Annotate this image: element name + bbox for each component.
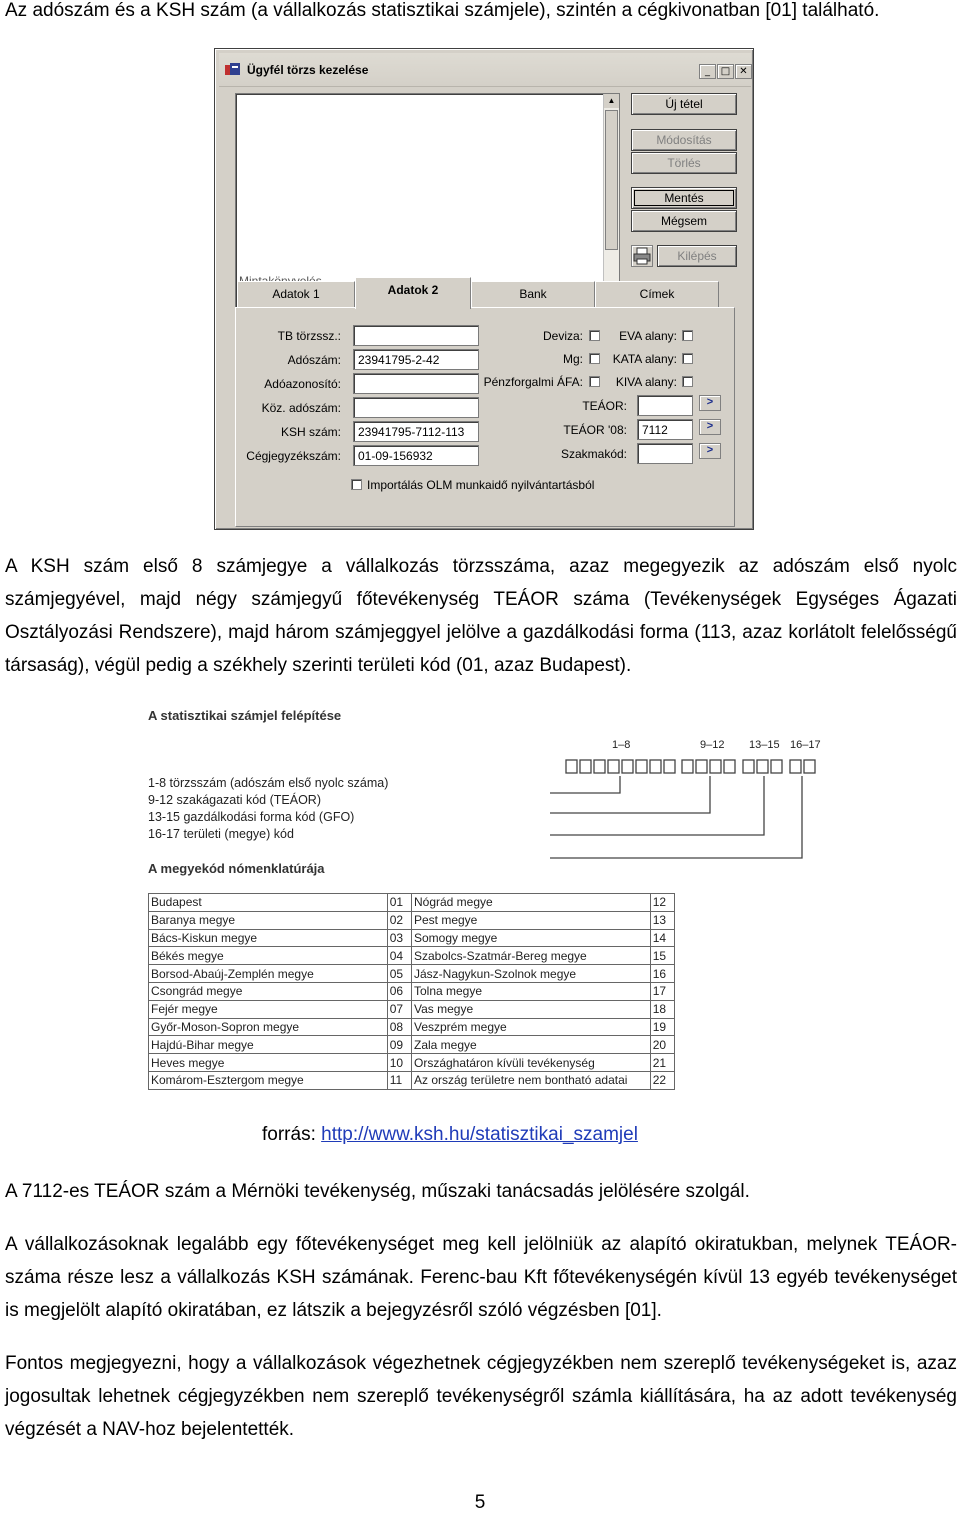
koz-adoszam-input[interactable] <box>353 397 479 418</box>
teaor-label: TEÁOR: <box>582 399 627 413</box>
county-name-cell: Komárom-Esztergom megye <box>149 1071 388 1089</box>
table-row <box>149 947 675 965</box>
county-code-cell: 20 <box>650 1036 674 1054</box>
intro-text: Az adószám és a KSH szám (a vállalkozás statisztikai számjele), szintén a cégkivonatban [01] található. <box>5 0 880 21</box>
county-name-cell: Borsod-Abaúj-Zemplén megye <box>149 965 388 983</box>
legend-9-12: 9-12 szakágazati kód (TEÁOR) <box>148 793 321 807</box>
digit-boxes-16-17 <box>790 760 815 773</box>
window-title: Ügyfél törzs kezelése <box>247 63 369 77</box>
county-code-cell: 06 <box>387 982 411 1000</box>
county-name-cell: Csongrád megye <box>149 982 388 1000</box>
county-code-cell: 21 <box>650 1054 674 1072</box>
county-code-cell: 16 <box>650 965 674 983</box>
teaor-lookup-button[interactable]: > <box>699 395 721 411</box>
table-row <box>149 1018 675 1036</box>
deviza-label: Deviza: <box>542 329 583 343</box>
szakmakod-label: Szakmakód: <box>560 447 627 461</box>
source-link[interactable]: http://www.ksh.hu/statisztikai_szamjel <box>321 1124 638 1145</box>
county-name-cell: Nógrád megye <box>411 894 650 912</box>
adoazonosito-label: Adóazonosító: <box>264 377 341 391</box>
county-code-cell: 05 <box>387 965 411 983</box>
table-row <box>149 1036 675 1054</box>
county-code-cell: 13 <box>650 911 674 929</box>
county-name-cell: Győr-Moson-Sopron megye <box>149 1018 388 1036</box>
legend-13-15: 13-15 gazdálkodási forma kód (GFO) <box>148 810 355 824</box>
kiva-alany-label: KIVA alany: <box>615 375 677 389</box>
table-row <box>149 894 675 912</box>
szakmakod-lookup-button[interactable]: > <box>699 443 721 459</box>
table-row <box>149 965 675 983</box>
scroll-up-icon[interactable]: ▲ <box>604 94 619 108</box>
table-row <box>149 911 675 929</box>
ksh-szam-label: KSH szám: <box>280 425 341 439</box>
connector-1-8 <box>550 776 620 793</box>
tb-torzsszam-label: TB törzssz.: <box>277 329 341 343</box>
county-code-cell: 04 <box>387 947 411 965</box>
county-name-cell: Zala megye <box>411 1036 650 1054</box>
county-name-cell: Fejér megye <box>149 1000 388 1018</box>
tab-adatok-2[interactable]: Adatok 2 <box>355 277 471 309</box>
source-line <box>262 1124 638 1146</box>
delete-button[interactable]: Törlés <box>631 152 737 174</box>
county-code-cell: 10 <box>387 1054 411 1072</box>
table-row <box>149 1071 675 1089</box>
county-name-cell: Heves megye <box>149 1054 388 1072</box>
exit-button[interactable]: Kilépés <box>657 245 737 267</box>
county-code-cell: 03 <box>387 929 411 947</box>
tab-adatok-1[interactable]: Adatok 1 <box>237 281 355 307</box>
modify-button[interactable]: Módosítás <box>631 129 737 151</box>
adoazonosito-input[interactable] <box>353 373 479 394</box>
county-code-cell: 19 <box>650 1018 674 1036</box>
cegjegyzekszam-label: Cégjegyzékszám: <box>246 449 341 463</box>
county-name-cell: Tolna megye <box>411 982 650 1000</box>
adoszam-label: Adószám: <box>287 353 341 367</box>
page-number: 5 <box>474 1492 486 1513</box>
county-name-cell: Bács-Kiskun megye <box>149 929 388 947</box>
paragraph-main-activity: A vállalkozásoknak legalább egy főtevékenységet meg kell jelölniük az alapító okiratukban, melynek TEÁOR-száma része lesz a vállalkozás KSH számának. Ferenc-bau Kft főtevékenységén kívül 13 egyéb tevékenységet is megjelölt alapító okiratában, ez látszik a bejegyzésről szóló végzésben [01]. <box>5 1234 957 1321</box>
teaor08-input[interactable]: 7112 <box>637 419 693 440</box>
client-master-window <box>214 48 754 530</box>
paragraph-ksh-structure: A KSH szám első 8 számjegye a vállalkozás törzsszáma, azaz megegyezik az adószám első nyolc számjegyével, majd négy számjegyű főtevékenység TEÁOR száma (Tevékenységek Egységes Ágazati Osztályozási Rendszere), majd három számjeggyel jelölve a gazdálkodási forma (113, azaz korlátolt felelősségű társaság), végül pedig a székhely szerinti területi kód (01, azaz Budapest). <box>5 556 957 676</box>
ksh-szam-input[interactable]: 23941795-7112-113 <box>353 421 479 442</box>
table-row <box>149 1054 675 1072</box>
minimize-button[interactable]: _ <box>699 64 716 79</box>
kiva-alany-checkbox[interactable] <box>682 376 693 387</box>
koz-adoszam-label: Köz. adószám: <box>261 401 341 415</box>
group-label-16-17: 16–17 <box>790 739 821 751</box>
nomenclature-heading: A megyekód nómenklatúrája <box>148 861 325 876</box>
county-code-cell: 09 <box>387 1036 411 1054</box>
county-name-cell: Pest megye <box>411 911 650 929</box>
mg-label: Mg: <box>562 352 583 366</box>
county-code-cell: 01 <box>387 894 411 912</box>
connector-13-15 <box>550 776 764 835</box>
paragraph-note: Fontos megjegyezni, hogy a vállalkozások végezhetnek cégjegyzékben nem szereplő tevékenységeket is, azaz jogosultak lehetnek cégjegyzékben nem szereplő tevékenységről számla kiállítására, ha az adott tevékenység végzését a NAV-hoz bejelentették. <box>5 1353 957 1440</box>
legend-1-8: 1-8 törzsszám (adószám első nyolc száma) <box>148 776 389 790</box>
window-titlebar <box>219 53 751 87</box>
county-name-cell: Békés megye <box>149 947 388 965</box>
table-row <box>149 929 675 947</box>
county-name-cell: Veszprém megye <box>411 1018 650 1036</box>
digit-boxes-1-8 <box>566 760 675 773</box>
county-name-cell: Jász-Nagykun-Szolnok megye <box>411 965 650 983</box>
kata-alany-label: KATA alany: <box>612 352 677 366</box>
eva-alany-label: EVA alany: <box>619 329 677 343</box>
teaor08-lookup-button[interactable]: > <box>699 419 721 435</box>
kata-alany-checkbox[interactable] <box>682 353 693 364</box>
county-name-cell: Országhatáron kívüli tevékenység <box>411 1054 650 1072</box>
import-olm-checkbox[interactable] <box>351 479 362 490</box>
app-icon <box>225 63 241 77</box>
legend-16-17: 16-17 területi (megye) kód <box>148 827 294 841</box>
adoszam-input[interactable]: 23941795-2-42 <box>353 349 479 370</box>
table-row <box>149 1000 675 1018</box>
connector-9-12 <box>550 776 710 813</box>
teaor-input[interactable] <box>637 395 693 416</box>
digit-structure-diagram <box>540 755 840 865</box>
county-name-cell: Szabolcs-Szatmár-Bereg megye <box>411 947 650 965</box>
county-name-cell: Vas megye <box>411 1000 650 1018</box>
import-olm-label: Importálás OLM munkaidő nyilvántartásból <box>367 478 595 492</box>
maximize-button[interactable]: □ <box>717 64 734 79</box>
close-button[interactable]: ✕ <box>735 64 752 79</box>
county-code-cell: 18 <box>650 1000 674 1018</box>
county-code-table <box>148 893 675 1090</box>
printer-icon <box>632 246 652 266</box>
eva-alany-checkbox[interactable] <box>682 330 693 341</box>
source-prefix: forrás: <box>262 1124 322 1145</box>
table-row <box>149 982 675 1000</box>
county-name-cell: Az ország területre nem bontható adatai <box>411 1071 650 1089</box>
county-code-cell: 02 <box>387 911 411 929</box>
teaor08-label: TEÁOR '08: <box>563 423 627 437</box>
cegjegyzekszam-input[interactable]: 01-09-156932 <box>353 445 479 466</box>
paragraph-teaor-7112: A 7112-es TEÁOR szám a Mérnöki tevékenység, műszaki tanácsadás jelölésére szolgál. <box>5 1181 750 1202</box>
group-label-13-15: 13–15 <box>749 739 780 751</box>
county-name-cell: Budapest <box>149 894 388 912</box>
group-label-9-12: 9–12 <box>700 739 725 751</box>
county-name-cell: Baranya megye <box>149 911 388 929</box>
group-label-1-8: 1–8 <box>612 739 631 751</box>
save-button[interactable]: Mentés <box>631 187 737 209</box>
new-item-button[interactable]: Új tétel <box>631 93 737 115</box>
tb-torzsszam-input[interactable] <box>353 325 479 346</box>
county-code-cell: 11 <box>387 1071 411 1089</box>
county-code-cell: 14 <box>650 929 674 947</box>
szakmakod-input[interactable] <box>637 443 693 464</box>
diagram-heading: A statisztikai számjel felépítése <box>148 708 342 723</box>
county-code-cell: 17 <box>650 982 674 1000</box>
county-name-cell: Somogy megye <box>411 929 650 947</box>
county-code-cell: 15 <box>650 947 674 965</box>
digit-boxes-9-12 <box>682 760 735 773</box>
county-name-cell: Hajdú-Bihar megye <box>149 1036 388 1054</box>
digit-boxes-13-15 <box>743 760 782 773</box>
print-button[interactable] <box>631 245 653 267</box>
cancel-button[interactable]: Mégsem <box>631 210 737 232</box>
penzforgalmi-afa-label: Pénzforgalmi ÁFA: <box>483 375 583 389</box>
tab-bank[interactable]: Bank <box>471 281 595 307</box>
tab-cimek[interactable]: Címek <box>595 281 719 307</box>
county-code-cell: 12 <box>650 894 674 912</box>
county-code-cell: 08 <box>387 1018 411 1036</box>
county-code-cell: 22 <box>650 1071 674 1089</box>
county-code-cell: 07 <box>387 1000 411 1018</box>
scroll-thumb[interactable] <box>605 110 618 250</box>
